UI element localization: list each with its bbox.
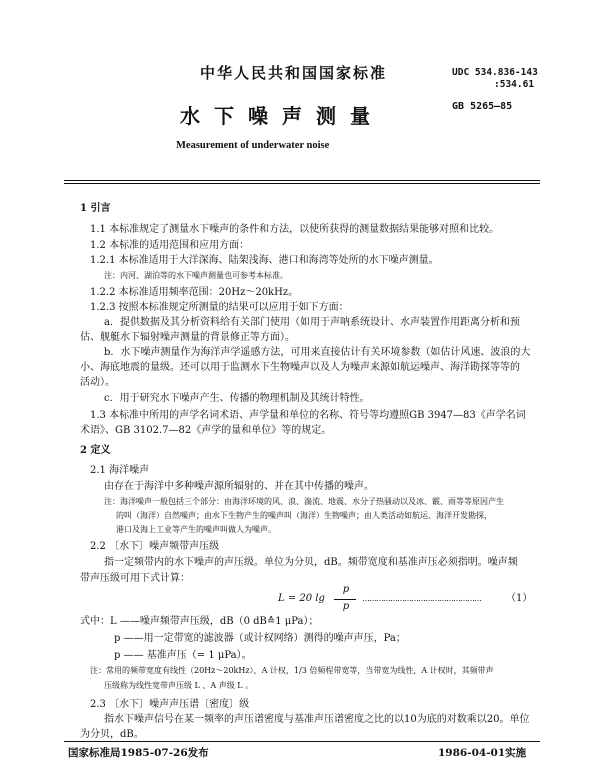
gb-number: GB 5265—85 <box>452 101 513 112</box>
where-line-3: p —— 基准声压（= 1 μPa）。 <box>114 650 252 661</box>
effective-date: 1986-04-01实施 <box>438 747 527 759</box>
clause-2-1: 2.1 海洋噪声 <box>90 465 150 476</box>
formula-fraction-bar <box>334 599 356 600</box>
clause-1-2: 1.2 本标准的适用范围和应用方面： <box>90 240 250 251</box>
national-standard-heading: 中华人民共和国国家标准 <box>200 64 388 82</box>
clause-b-line1: b．水下噪声测量作为海洋声学遥感方法，可用来直接估计有关环境参数（如估计风速、波浪的大 <box>104 347 531 358</box>
formula-lhs: L = 20 lg <box>278 593 325 604</box>
section-2-heading: 2 定义 <box>80 445 111 456</box>
clause-c: c．用于研究水下噪声产生、传播的物理机制及其统计特性。 <box>104 393 370 404</box>
note-1-2-1: 注：内河、湖泊等的水下噪声测量也可参考本标准。 <box>104 271 288 280</box>
clause-2-3-text-line1: 指水下噪声信号在某一频率的声压谱密度与基准声压谱密度之比的以10为底的对数乘以20。单位 <box>104 714 530 725</box>
issue-date: 国家标准局1985-07-26发布 <box>68 747 209 759</box>
note-2-1-line1: 注：海洋噪声一般包括三个部分：由海洋环境的风、浪、湍流、地震、水分子热骚动以及冰、霰、雨等等原因产生 <box>104 497 504 506</box>
clause-b-line3: 活动）。 <box>80 377 115 388</box>
note-2-2-line1: 注：常用的频带宽度有线性（20Hz～20kHz），A 计权，1/3 倍频程带宽等，当带宽为线性，A 计权时，其频带声 <box>90 666 494 675</box>
formula-number: （1） <box>506 593 533 604</box>
document-subtitle: Measurement of underwater noise <box>176 140 330 151</box>
clause-2-3: 2.3 〔水下〕噪声声压谱〔密度〕级 <box>90 699 250 710</box>
document-title: 水下噪声测量 <box>180 104 384 128</box>
clause-1-2-1: 1.2.1 本标准适用于大洋深海、陆架浅海、港口和海湾等处所的水下噪声测量。 <box>90 255 439 266</box>
section-1-heading: 1 引言 <box>80 203 111 214</box>
footer-divider <box>64 741 540 742</box>
where-line-1: 式中：L ——噪声频带声压级，dB（0 dB≙1 μPa）； <box>80 616 319 627</box>
clause-b-line2: 小、海底地震的量级。还可以用于监测水下生物噪声以及人为噪声来源如航运噪声、海洋勘探等等的 <box>80 362 520 373</box>
udc-code-line2: :534.61 <box>494 79 535 90</box>
clause-2-1-text: 由存在于海洋中多种噪声源所辐射的、并在其中传播的噪声。 <box>104 481 374 492</box>
formula-denominator: p <box>342 601 350 612</box>
clause-1-2-2: 1.2.2 本标准适用频率范围：20Hz～20kHz。 <box>90 287 299 298</box>
clause-2-2-text-line1: 指一定频带内的水下噪声的声压级。单位为分贝，dB。频带宽度和基准声压必须指明。噪声频 <box>104 557 518 568</box>
where-line-2: p ——用一定带宽的滤波器（或计权网络）测得的噪声声压，Pa； <box>114 633 406 644</box>
formula-numerator: p <box>342 584 350 595</box>
clause-1-3-line2: 术语》、GB 3102.7—82《声学的量和单位》等的规定。 <box>80 425 332 436</box>
header-divider-thin <box>64 183 540 184</box>
header-divider-thick <box>64 180 540 181</box>
clause-1-2-3: 1.2.3 按照本标准规定所测量的结果可以应用于如下方面： <box>90 302 349 313</box>
clause-2-3-text-line2: 为分贝，dB。 <box>80 729 144 740</box>
note-2-2-line2: 压级称为线性宽带声压级 L 、A 声级 L 。 <box>104 681 254 690</box>
clause-2-2-text-line2: 带声压级可用下式计算： <box>80 573 190 584</box>
clause-1-1: 1.1 本标准规定了测量水下噪声的条件和方法，以使所获得的测量数据结果能够对照和比较。 <box>90 224 500 235</box>
note-2-1-line3: 港口及海上工业等产生的噪声叫做人为噪声。 <box>116 525 276 534</box>
clause-a-line2: 估、舰艇水下辐射噪声测量的背景修正等方面）。 <box>80 332 295 343</box>
formula-leader-dots: …………………………………………… <box>362 594 481 603</box>
clause-1-3-line1: 1.3 本标准中所用的声学名词术语、声学量和单位的名称、符号等均遵照GB 3947—83《声学名词 <box>90 410 526 421</box>
udc-code-line1: UDC 534.836-143 <box>452 67 538 78</box>
clause-a-line1: a．提供数据及其分析资料给有关部门使用（如用于声呐系统设计、水声装置作用距离分析和预 <box>104 317 520 328</box>
clause-2-2: 2.2 〔水下〕噪声频带声压级 <box>90 541 220 552</box>
note-2-1-line2: 的叫（海洋）自然噪声；由水下生物产生的噪声叫（海洋）生物噪声；由人类活动如航运、海洋开发勘探， <box>116 511 492 520</box>
